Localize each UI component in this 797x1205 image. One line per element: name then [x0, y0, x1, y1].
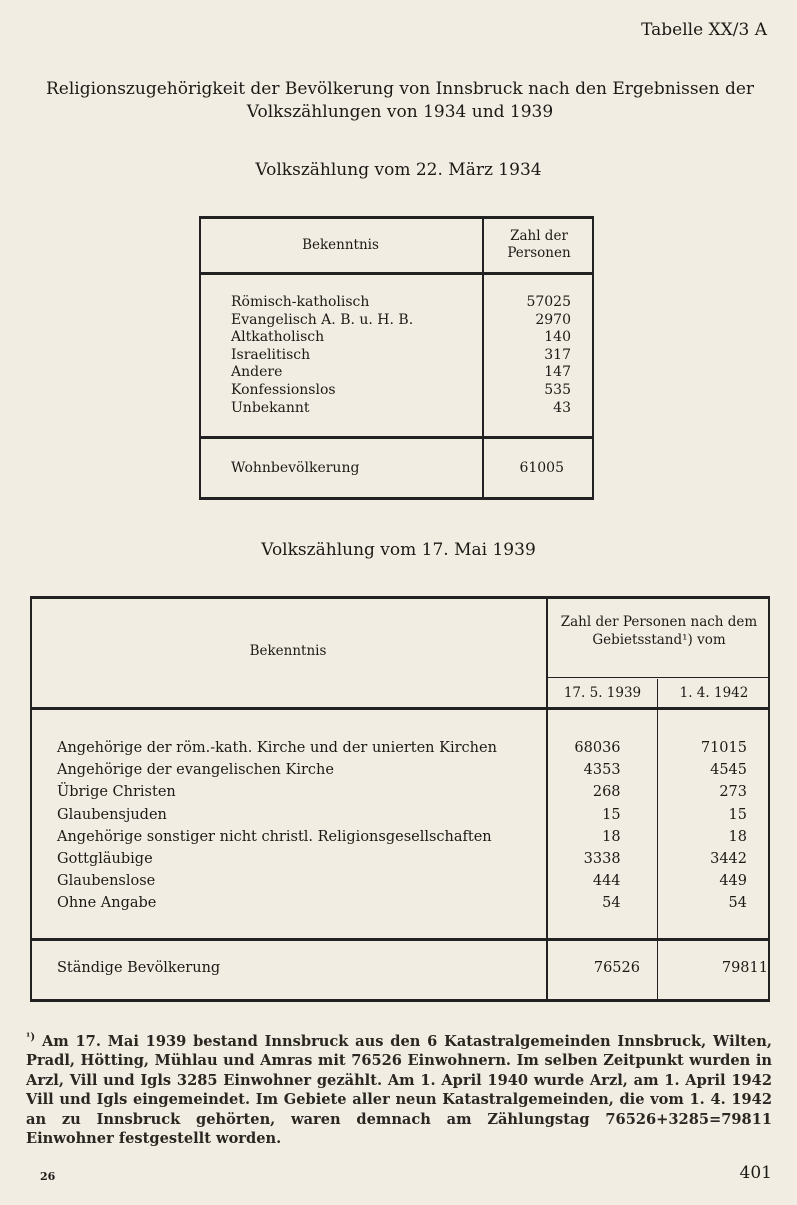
table-reference: Tabelle XX/3 A: [641, 20, 767, 40]
document-title: Religionszugehörigkeit der Bevölkerung von Innsbruck nach den Ergebnissen der Volkszählungen von 1934 und 1939: [45, 79, 755, 122]
footnote-text: Am 17. Mai 1939 bestand Innsbruck aus den 6 Katastralgemeinden Innsbruck, Wilten, Pradl, Hötting, Mühlau und Amras mit 76526 Einwohnern. Im selben Zeitpunkt wurden in Arzl, Vill und Igls 3285 Einwohner gezählt. Am 1. April 1940 wurde Arzl, am 1. April 1942 Vill und Igls eingemeindet. Im Gebiete aller neun Katastralgemeinden, die vom 1. 4. 1942 an zu Innsbruck gehörten, waren demnach am Zählungstag 76526+3285=79811 Einwohner festgestellt worden.: [26, 1032, 772, 1148]
table-row: [231, 329, 571, 347]
table-row: [231, 294, 571, 312]
column-group-header: Zahl der Personen nach dem Gebietsstand¹) vom: [560, 614, 758, 648]
row-label: Angehörige der evangelischen Kirche: [57, 762, 334, 779]
total-value: 61005: [519, 460, 564, 476]
page-number: 401: [739, 1163, 772, 1183]
column-header-1942: 1. 4. 1942: [679, 685, 749, 701]
row-value-1939: 68036: [574, 740, 621, 756]
footnote: [26, 1028, 772, 1149]
row-value-1942: 449: [719, 873, 747, 890]
table-row: [57, 826, 747, 848]
table-row: [57, 848, 747, 870]
row-value-1939: 54: [602, 895, 621, 912]
table-1939: [30, 596, 770, 1002]
row-label: Übrige Christen: [57, 784, 176, 801]
column-header-persons: Zahl der Personen: [507, 228, 571, 261]
total-label: Ständige Bevölkerung: [57, 960, 221, 976]
row-label: Konfessionslos: [231, 381, 336, 398]
row-value: 140: [544, 329, 571, 346]
row-label: Glaubensjuden: [57, 806, 167, 823]
table-1939-rows: [57, 737, 747, 915]
row-value-1939: 18: [602, 828, 621, 845]
table-row: [231, 364, 571, 382]
total-value-1939: 76526: [593, 960, 640, 976]
row-label: Evangelisch A. B. u. H. B.: [231, 311, 414, 328]
row-value-1942: 18: [728, 828, 747, 845]
row-label: Glaubenslose: [57, 873, 156, 890]
row-label: Angehörige sonstiger nicht christl. Religionsgesellschaften: [57, 828, 492, 845]
row-value-1939: 4353: [583, 762, 621, 779]
row-label: Angehörige der röm.-kath. Kirche und der unierten Kirchen: [57, 740, 497, 756]
row-value: 57025: [526, 294, 571, 310]
total-value-1942: 79811: [721, 960, 768, 976]
column-header-1939: 17. 5. 1939: [563, 685, 642, 701]
row-value-1942: 71015: [700, 740, 747, 756]
row-value-1942: 3442: [710, 850, 747, 867]
row-value: 2970: [535, 311, 571, 328]
row-value-1939: 444: [592, 873, 621, 890]
table-1934: [199, 216, 594, 500]
row-label: Römisch-katholisch: [231, 294, 370, 310]
table-row: [231, 400, 571, 418]
table-row: [231, 347, 571, 365]
census-1939-heading: Volkszählung vom 17. Mai 1939: [261, 540, 536, 560]
row-value-1939: 3338: [583, 850, 621, 867]
table-row: [57, 737, 747, 759]
row-label: Ohne Angabe: [57, 895, 157, 912]
row-label: Andere: [231, 364, 283, 381]
row-value-1942: 4545: [710, 762, 747, 779]
row-label: Unbekannt: [231, 399, 310, 416]
table-row: [231, 382, 571, 400]
row-value: 147: [544, 364, 571, 381]
row-value: 535: [544, 381, 571, 398]
table-row: [57, 870, 747, 892]
table-row: [57, 759, 747, 781]
row-value-1942: 54: [728, 895, 747, 912]
table-row: [57, 781, 747, 803]
total-label: Wohnbevölkerung: [231, 460, 360, 476]
row-value-1939: 15: [602, 806, 621, 823]
row-label: Altkatholisch: [231, 329, 325, 346]
footnote-marker: ¹): [26, 1032, 36, 1043]
table-row: [57, 804, 747, 826]
row-value: 43: [553, 399, 571, 416]
row-value: 317: [544, 346, 571, 363]
signature-mark: 26: [40, 1170, 56, 1183]
column-header-confession: Bekenntnis: [302, 237, 379, 253]
row-label: Israelitisch: [231, 346, 311, 363]
row-label: Gottgläubige: [57, 850, 153, 867]
row-value-1942: 273: [719, 784, 747, 801]
row-value-1942: 15: [728, 806, 747, 823]
row-value-1939: 268: [592, 784, 621, 801]
table-row: [231, 312, 571, 330]
census-1934-heading: Volkszählung vom 22. März 1934: [255, 160, 542, 180]
table-1934-rows: [231, 294, 571, 417]
column-header-confession: Bekenntnis: [249, 643, 327, 659]
table-row: [57, 892, 747, 914]
